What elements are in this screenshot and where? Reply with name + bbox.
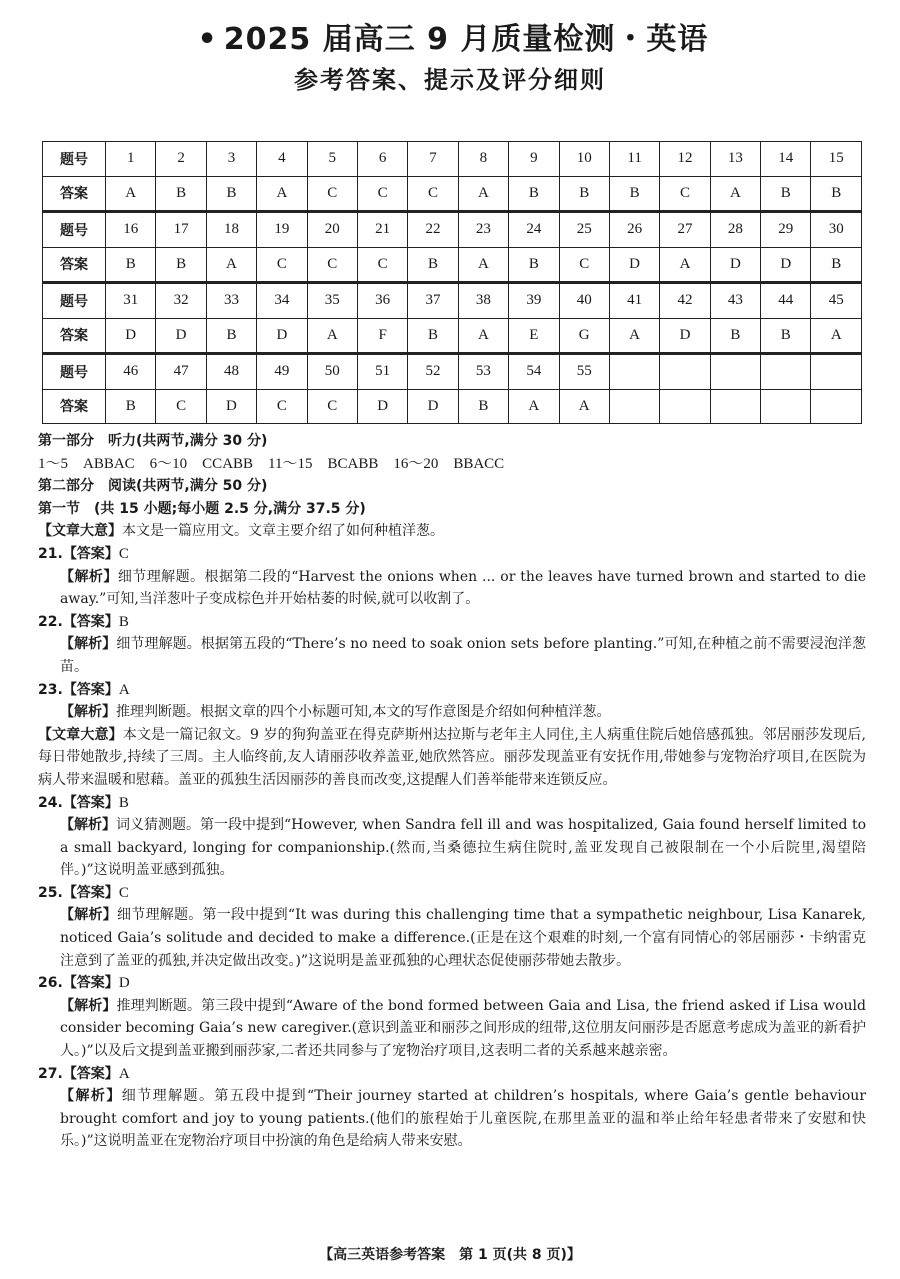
- question-number-cell: 38: [458, 283, 508, 319]
- text-span: 21.: [38, 545, 63, 562]
- question-number-cell: 30: [811, 212, 862, 248]
- question-analysis: [38, 633, 866, 678]
- answer-cell: A: [307, 318, 357, 354]
- question-number-cell: 51: [357, 354, 407, 390]
- answer-cell: B: [761, 318, 811, 354]
- answer-cell: B: [408, 247, 458, 283]
- answer-cell: A: [710, 176, 760, 212]
- question-number-cell: [660, 354, 710, 390]
- answer-row: [43, 176, 862, 212]
- answer-cell: C: [257, 247, 307, 283]
- answer-cell: C: [307, 389, 357, 424]
- text-span: 【解析】: [60, 1088, 122, 1105]
- question-answer: [38, 611, 866, 634]
- question-number-cell: 25: [559, 212, 609, 248]
- question-number-cell: 34: [257, 283, 307, 319]
- question-number-cell: 10: [559, 142, 609, 177]
- answer-table: [42, 141, 862, 424]
- text-span: D: [118, 975, 130, 992]
- answer-cell: [761, 389, 811, 424]
- answer-cell: D: [660, 318, 710, 354]
- text-span: 【答案】: [62, 545, 119, 562]
- answer-cell: B: [710, 318, 760, 354]
- question-number-cell: 16: [106, 212, 156, 248]
- question-number-cell: 46: [106, 354, 156, 390]
- question-number-cell: [609, 354, 659, 390]
- answer-cell: C: [307, 247, 357, 283]
- text-span: 【解析】: [60, 907, 117, 924]
- answer-label-cell: 答案: [43, 176, 106, 212]
- text-span: 细节理解题。根据第五段的“There’s no need to soak onion sets before planting.”可知,在种植之前不需要浸泡洋葱苗。: [60, 636, 867, 675]
- question-number-cell: 17: [156, 212, 206, 248]
- question-number-cell: 42: [660, 283, 710, 319]
- answer-cell: E: [509, 318, 559, 354]
- question-number-cell: 23: [458, 212, 508, 248]
- text-span: 细节理解题。根据第二段的“Harvest the onions when ... or the leaves have turned brown and started to die away.”可知,当洋葱叶子变成棕色并开始枯萎的时候,就可以收割了。: [60, 568, 867, 608]
- answer-body: [38, 430, 866, 1153]
- answer-cell: B: [156, 247, 206, 283]
- answer-row: [43, 318, 862, 354]
- text-span: 细节理解题。第一段中提到“It was during this challenging time that a sympathetic neighbour, Lisa Kanarek, noticed Gaia’s solitude and decided to make a difference.(正是在这个艰难的时刻,一个富有同情心的邻居丽莎・卡纳雷克注意到了盖亚的孤独,并决定做出改变。)”这说明是盖亚孤独的心理状态促使丽莎带她去散步。: [60, 907, 867, 969]
- question-label-cell: 题号: [43, 212, 106, 248]
- answer-cell: D: [106, 318, 156, 354]
- answer-cell: D: [609, 247, 659, 283]
- question-number-cell: 53: [458, 354, 508, 390]
- answer-cell: C: [660, 176, 710, 212]
- answer-label-cell: 答案: [43, 389, 106, 424]
- answer-cell: B: [156, 176, 206, 212]
- question-answer: [38, 972, 866, 995]
- text-span: 推理判断题。根据文章的四个小标题可知,本文的写作意图是介绍如何种植洋葱。: [116, 704, 611, 721]
- answer-cell: [609, 389, 659, 424]
- question-answer: [38, 1063, 866, 1086]
- text-span: 【答案】: [62, 884, 119, 901]
- answer-cell: A: [458, 318, 508, 354]
- text-span: 本文是一篇应用文。文章主要介绍了如何种植洋葱。: [122, 523, 444, 540]
- text-span: 【文章大意】: [38, 523, 122, 540]
- text-span: 24.: [38, 794, 63, 811]
- question-number-cell: 35: [307, 283, 357, 319]
- question-number-cell: 31: [106, 283, 156, 319]
- text-span: 【解析】: [60, 636, 117, 653]
- question-number-cell: 43: [710, 283, 760, 319]
- question-number-cell: 55: [559, 354, 609, 390]
- answer-cell: B: [811, 176, 862, 212]
- question-answer: [38, 882, 866, 905]
- question-number-cell: 11: [609, 142, 659, 177]
- text-span: 词义猜测题。第一段中提到“However, when Sandra fell ill and was hospitalized, Gaia found herself limited to a small backyard, longing for companionship.(然而,当桑德拉生病住院时,盖亚发现自己被限制在一个小后院里,渴望陪伴。)”这说明盖亚感到孤独。: [60, 817, 867, 879]
- question-analysis: [38, 701, 866, 724]
- answer-cell: A: [458, 247, 508, 283]
- question-25: [38, 882, 866, 972]
- answer-cell: D: [408, 389, 458, 424]
- question-number-cell: 5: [307, 142, 357, 177]
- page-subtitle: 参考答案、提示及评分细则: [294, 66, 606, 94]
- passage-a-summary: [38, 520, 866, 543]
- question-27: [38, 1063, 866, 1153]
- question-number-cell: 7: [408, 142, 458, 177]
- bullet-icon: •: [197, 22, 218, 57]
- answer-label-cell: 答案: [43, 318, 106, 354]
- question-number-cell: 54: [509, 354, 559, 390]
- question-23: [38, 679, 866, 724]
- question-number-cell: 28: [710, 212, 760, 248]
- answer-cell: B: [811, 247, 862, 283]
- question-21: [38, 543, 866, 611]
- answer-cell: C: [307, 176, 357, 212]
- text-span: 【答案】: [62, 681, 119, 698]
- text-span: 【答案】: [62, 794, 119, 811]
- answer-cell: F: [357, 318, 407, 354]
- question-number-cell: 8: [458, 142, 508, 177]
- answer-label-cell: 答案: [43, 247, 106, 283]
- question-label-cell: 题号: [43, 354, 106, 390]
- answer-cell: C: [257, 389, 307, 424]
- question-number-row: [43, 142, 862, 177]
- answer-cell: B: [206, 318, 256, 354]
- answer-cell: D: [257, 318, 307, 354]
- answer-cell: D: [761, 247, 811, 283]
- text-span: 2025 届高三 9 月质量检测・英语: [223, 22, 709, 57]
- answer-row: [43, 389, 862, 424]
- answer-cell: B: [509, 176, 559, 212]
- question-number-cell: 27: [660, 212, 710, 248]
- answer-cell: C: [156, 389, 206, 424]
- answer-cell: B: [509, 247, 559, 283]
- question-number-cell: 22: [408, 212, 458, 248]
- question-number-cell: [811, 354, 862, 390]
- answer-cell: B: [106, 389, 156, 424]
- passage-b-summary: [38, 724, 866, 792]
- question-number-cell: 50: [307, 354, 357, 390]
- part2-heading: 第二部分 阅读(共两节,满分 50 分): [38, 478, 268, 495]
- answer-cell: C: [357, 176, 407, 212]
- text-span: 本文是一篇记叙文。9 岁的狗狗盖亚在得克萨斯州达拉斯与老年主人同住,主人病重住院后她倍感孤独。邻居丽莎发现后,每日带她散步,持续了三周。主人临终前,友人请丽莎收养盖亚,她欣然答应。丽莎发现盖亚有安抚作用,带她参与宠物治疗项目,在医院为病人带来温暖和慰藉。盖亚的孤独生活因丽莎的善良而改变,这提醒人们善举能带来连锁反应。: [38, 726, 866, 788]
- question-answer: [38, 543, 866, 566]
- text-span: A: [118, 1065, 130, 1082]
- question-number-cell: 13: [710, 142, 760, 177]
- question-analysis: [38, 566, 866, 611]
- text-span: B: [118, 794, 129, 811]
- question-24: [38, 792, 866, 882]
- question-number-cell: 47: [156, 354, 206, 390]
- page-title: [0, 14, 900, 58]
- answer-cell: B: [761, 176, 811, 212]
- question-number-cell: 29: [761, 212, 811, 248]
- answer-row: [43, 247, 862, 283]
- answer-cell: A: [609, 318, 659, 354]
- question-number-cell: 36: [357, 283, 407, 319]
- answer-cell: A: [559, 389, 609, 424]
- answer-cell: B: [206, 176, 256, 212]
- question-number-cell: 39: [509, 283, 559, 319]
- question-number-cell: 49: [257, 354, 307, 390]
- answer-cell: [710, 389, 760, 424]
- question-number-row: [43, 354, 862, 390]
- answer-cell: D: [357, 389, 407, 424]
- question-number-cell: 52: [408, 354, 458, 390]
- text-span: 【答案】: [62, 613, 119, 630]
- question-number-cell: 26: [609, 212, 659, 248]
- question-number-cell: 12: [660, 142, 710, 177]
- answer-cell: C: [357, 247, 407, 283]
- question-analysis: [38, 814, 866, 882]
- section1-heading: 第一节 (共 15 小题;每小题 2.5 分,满分 37.5 分): [38, 500, 366, 517]
- question-number-cell: 20: [307, 212, 357, 248]
- part1-heading: 第一部分 听力(共两节,满分 30 分): [38, 433, 268, 449]
- question-answer: [38, 679, 866, 702]
- question-number-cell: 4: [257, 142, 307, 177]
- answer-cell: B: [408, 318, 458, 354]
- question-number-cell: 40: [559, 283, 609, 319]
- answer-cell: G: [559, 318, 609, 354]
- question-number-cell: 33: [206, 283, 256, 319]
- text-span: 22.: [38, 613, 63, 630]
- question-label-cell: 题号: [43, 142, 106, 177]
- answer-cell: A: [458, 176, 508, 212]
- answer-cell: D: [710, 247, 760, 283]
- text-span: 26.: [38, 975, 63, 992]
- page-footer: 【高三英语参考答案 第 1 页(共 8 页)】: [319, 1247, 581, 1263]
- question-number-cell: 9: [509, 142, 559, 177]
- text-span: 【解析】: [60, 997, 117, 1014]
- question-number-cell: 2: [156, 142, 206, 177]
- answer-cell: B: [559, 176, 609, 212]
- question-number-cell: 1: [106, 142, 156, 177]
- text-span: B: [118, 613, 129, 630]
- text-span: 25.: [38, 884, 63, 901]
- text-span: 【答案】: [62, 1065, 119, 1082]
- answer-cell: [811, 389, 862, 424]
- question-number-cell: 45: [811, 283, 862, 319]
- text-span: 【文章大意】: [38, 726, 123, 743]
- answer-cell: A: [509, 389, 559, 424]
- answer-cell: B: [106, 247, 156, 283]
- text-span: 细节理解题。第五段中提到“Their journey started at children’s hospitals, where Gaia’s gentle behaviour brought comfort and joy to young patients.(他们的旅程始于儿童医院,在那里盖亚的温和举止给年轻患者带来了安慰和快乐。)”这说明盖亚在宠物治疗项目中扮演的角色是给病人带来安慰。: [60, 1088, 867, 1150]
- answer-cell: A: [660, 247, 710, 283]
- question-number-cell: 3: [206, 142, 256, 177]
- text-span: 【解析】: [60, 568, 118, 585]
- answer-cell: D: [156, 318, 206, 354]
- question-number-cell: 14: [761, 142, 811, 177]
- text-span: 【答案】: [62, 975, 119, 992]
- question-number-cell: 41: [609, 283, 659, 319]
- text-span: 23.: [38, 681, 63, 698]
- question-number-cell: [710, 354, 760, 390]
- text-span: 推理判断题。第三段中提到“Aware of the bond formed between Gaia and Lisa, the friend asked if Lisa would consider becoming Gaia’s new caregiver.(意识到盖亚和丽莎之间形成的纽带,这位朋友问丽莎是否愿意考虑成为盖亚的新看护人。)”以及后文提到盖亚搬到丽莎家,二者还共同参与了宠物治疗项目,这表明二者的关系越来越亲密。: [60, 997, 866, 1060]
- answer-cell: A: [811, 318, 862, 354]
- question-number-cell: 48: [206, 354, 256, 390]
- part1-answers: 1～5 ABBAC 6～10 CCABB 11～15 BCABB 16～20 BBACC: [38, 455, 505, 472]
- question-number-row: [43, 283, 862, 319]
- text-span: 27.: [38, 1065, 63, 1082]
- question-analysis: [38, 995, 866, 1063]
- question-number-cell: 19: [257, 212, 307, 248]
- question-number-cell: 32: [156, 283, 206, 319]
- question-22: [38, 611, 866, 679]
- answer-cell: B: [609, 176, 659, 212]
- text-span: C: [118, 884, 129, 901]
- text-span: 【解析】: [60, 817, 116, 834]
- answer-cell: D: [206, 389, 256, 424]
- question-number-cell: [761, 354, 811, 390]
- text-span: C: [118, 545, 129, 562]
- question-number-cell: 21: [357, 212, 407, 248]
- question-number-cell: 18: [206, 212, 256, 248]
- answer-cell: A: [206, 247, 256, 283]
- question-analysis: [38, 1085, 866, 1153]
- answer-cell: [660, 389, 710, 424]
- answer-cell: A: [257, 176, 307, 212]
- question-number-row: [43, 212, 862, 248]
- question-number-cell: 44: [761, 283, 811, 319]
- text-span: A: [118, 681, 130, 698]
- question-label-cell: 题号: [43, 283, 106, 319]
- question-number-cell: 6: [357, 142, 407, 177]
- question-number-cell: 15: [811, 142, 862, 177]
- question-number-cell: 37: [408, 283, 458, 319]
- text-span: 【解析】: [60, 704, 116, 721]
- answer-cell: B: [458, 389, 508, 424]
- answer-cell: A: [106, 176, 156, 212]
- question-analysis: [38, 904, 866, 972]
- question-26: [38, 972, 866, 1062]
- answer-cell: C: [559, 247, 609, 283]
- answer-cell: C: [408, 176, 458, 212]
- question-number-cell: 24: [509, 212, 559, 248]
- question-answer: [38, 792, 866, 815]
